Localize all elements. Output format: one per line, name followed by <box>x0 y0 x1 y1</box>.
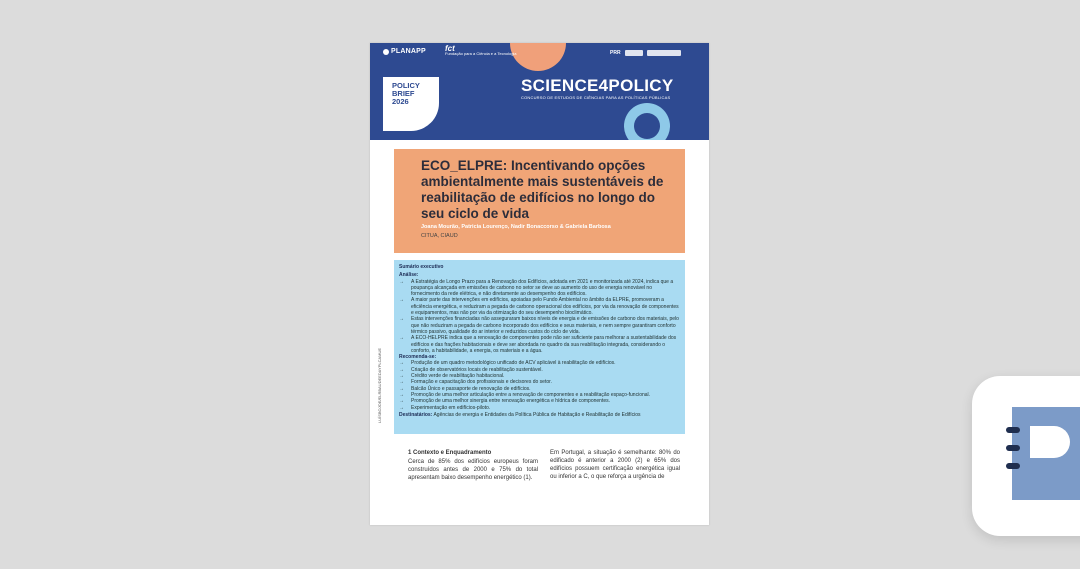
policy-brief-badge: POLICY BRIEF 2026 <box>383 77 439 131</box>
section-right-column: Em Portugal, a situação é semelhante: 80% do edificado é anterior a 2000 (2) e 65% dos edifícios possuem certificação energética igual ou inferior a C, o que reforça a urgência de <box>550 450 680 480</box>
recipients: Destinatários: Agências de energia e Entidades da Política Pública de Habitação e Reabilitação de Edifícios <box>399 411 641 418</box>
analysis-list <box>399 279 680 355</box>
recommend-list <box>399 360 680 410</box>
policy-brief-page <box>370 43 709 525</box>
executive-summary <box>394 260 685 434</box>
series-subtitle: CONCURSO DE ESTUDOS DE CIÊNCIAS PARA AS POLÍTICAS PÚBLICAS <box>521 95 671 100</box>
fct-logo: fct Fundação para a Ciência e a Tecnologia <box>445 44 517 56</box>
blue-ring-decoration <box>624 103 670 140</box>
authors: Joana Mourão, Patricia Lourenço, Nadir Bonaccorso & Gabriela Barbosa <box>421 224 611 230</box>
eu-logo <box>647 50 681 56</box>
binder-ring-icon <box>1006 427 1020 433</box>
list-item: → Estas intervenções financiadas não asseguraram baixos níveis de energia e de emissões de carbono dos materiais, pelo que não reduziram a pegada de carbono incorporado dos edifícios e seus materiais, e nem sempre garantiram conforto térmico passivo, qualidade do ar interior e reduzidos custos do ciclo de vida. <box>399 316 680 335</box>
planapp-logo: PLANAPP <box>383 48 426 55</box>
summary-heading: Sumário executivo <box>399 264 444 270</box>
republic-logo <box>625 50 643 56</box>
planapp-dot-icon <box>383 49 389 55</box>
list-item: → A Estratégia de Longo Prazo para a Renovação dos Edifícios, adotada em 2021 e monitorizada até 2024, indica que a poupança alcançada em emissões de carbono no setor se deve ao aumento do uso de energia renovável no fornecimento da rede elétrica, e não diretamente ao desempenho dos edifícios. <box>399 279 680 298</box>
section-title: 1 Contexto e Enquadramento <box>408 450 492 456</box>
list-item: → Produção de um quadro metodológico unificado de ACV aplicável à reabilitação de edifícios. <box>399 360 680 366</box>
list-item: → A maior parte das intervenções em edifícios, apoiadas pelo Fundo Ambiental no âmbito da ELPRE, promoveram a eficiência energética, e reduziram a pegada de carbono operacional dos edifícios, por via da renovação de componentes e equipamentos, mas não por via da otimização do seu desempenho bioclimático. <box>399 297 680 316</box>
funding-logos <box>610 50 681 56</box>
list-item: → Criação de observatórios locais de reabilitação sustentável. <box>399 367 680 373</box>
list-item: → Balcão Único e passaporte de renovação de edifícios. <box>399 386 680 392</box>
list-item: → Experimentação em edifícios-piloto. <box>399 405 680 411</box>
list-item: → Crédito verde de reabilitação habitacional. <box>399 373 680 379</box>
document-title: ECO_ELPRE: Incentivando opções ambientalmente mais sustentáveis de reabilitação de edifícios no longo do seu ciclo de vida <box>421 158 664 221</box>
orange-circle-decoration <box>510 43 566 71</box>
analysis-heading: Análise: <box>399 272 419 279</box>
section-left-column: Cerca de 85% dos edifícios europeus foram construídos antes de 2000 e 75% do total apresentam baixo desempenho energético (1). <box>408 459 538 481</box>
prr-logo: PRR <box>610 50 621 56</box>
list-item: → Formação e capacitação dos profissionais e decisores do setor. <box>399 379 680 385</box>
series-title: SCIENCE4POLICY <box>521 76 674 95</box>
list-item: → A ECO-HELPRE indica que a renovação de componentes pode não ser suficiente para melhorar a sustentabilidade dos edifícios e das frações habitacionais e deve ser abordada no quadro da sua reabilitação integrada, considerando o conforto, a habitabilidade, a energia, os materiais e a água. <box>399 335 680 354</box>
notebook-icon-cutout <box>1030 426 1070 458</box>
binder-ring-icon <box>1006 463 1020 469</box>
affiliation: CITUA, CIAUD <box>421 233 458 239</box>
recommend-heading: Recomenda-se: <box>399 354 437 361</box>
binder-ring-icon <box>1006 445 1020 451</box>
side-label: LUÍSBOJOE/ELRBAUDEEDAYPLCAMUE <box>377 347 382 423</box>
header-banner <box>370 43 709 140</box>
list-item: → Promoção de uma melhor articulação entre a renovação de componentes e a reabilitação espaço-funcional. <box>399 392 680 398</box>
list-item: → Promoção de uma melhor sinergia entre renovação energética e hídrica de componentes. <box>399 398 680 404</box>
title-box <box>394 149 685 253</box>
